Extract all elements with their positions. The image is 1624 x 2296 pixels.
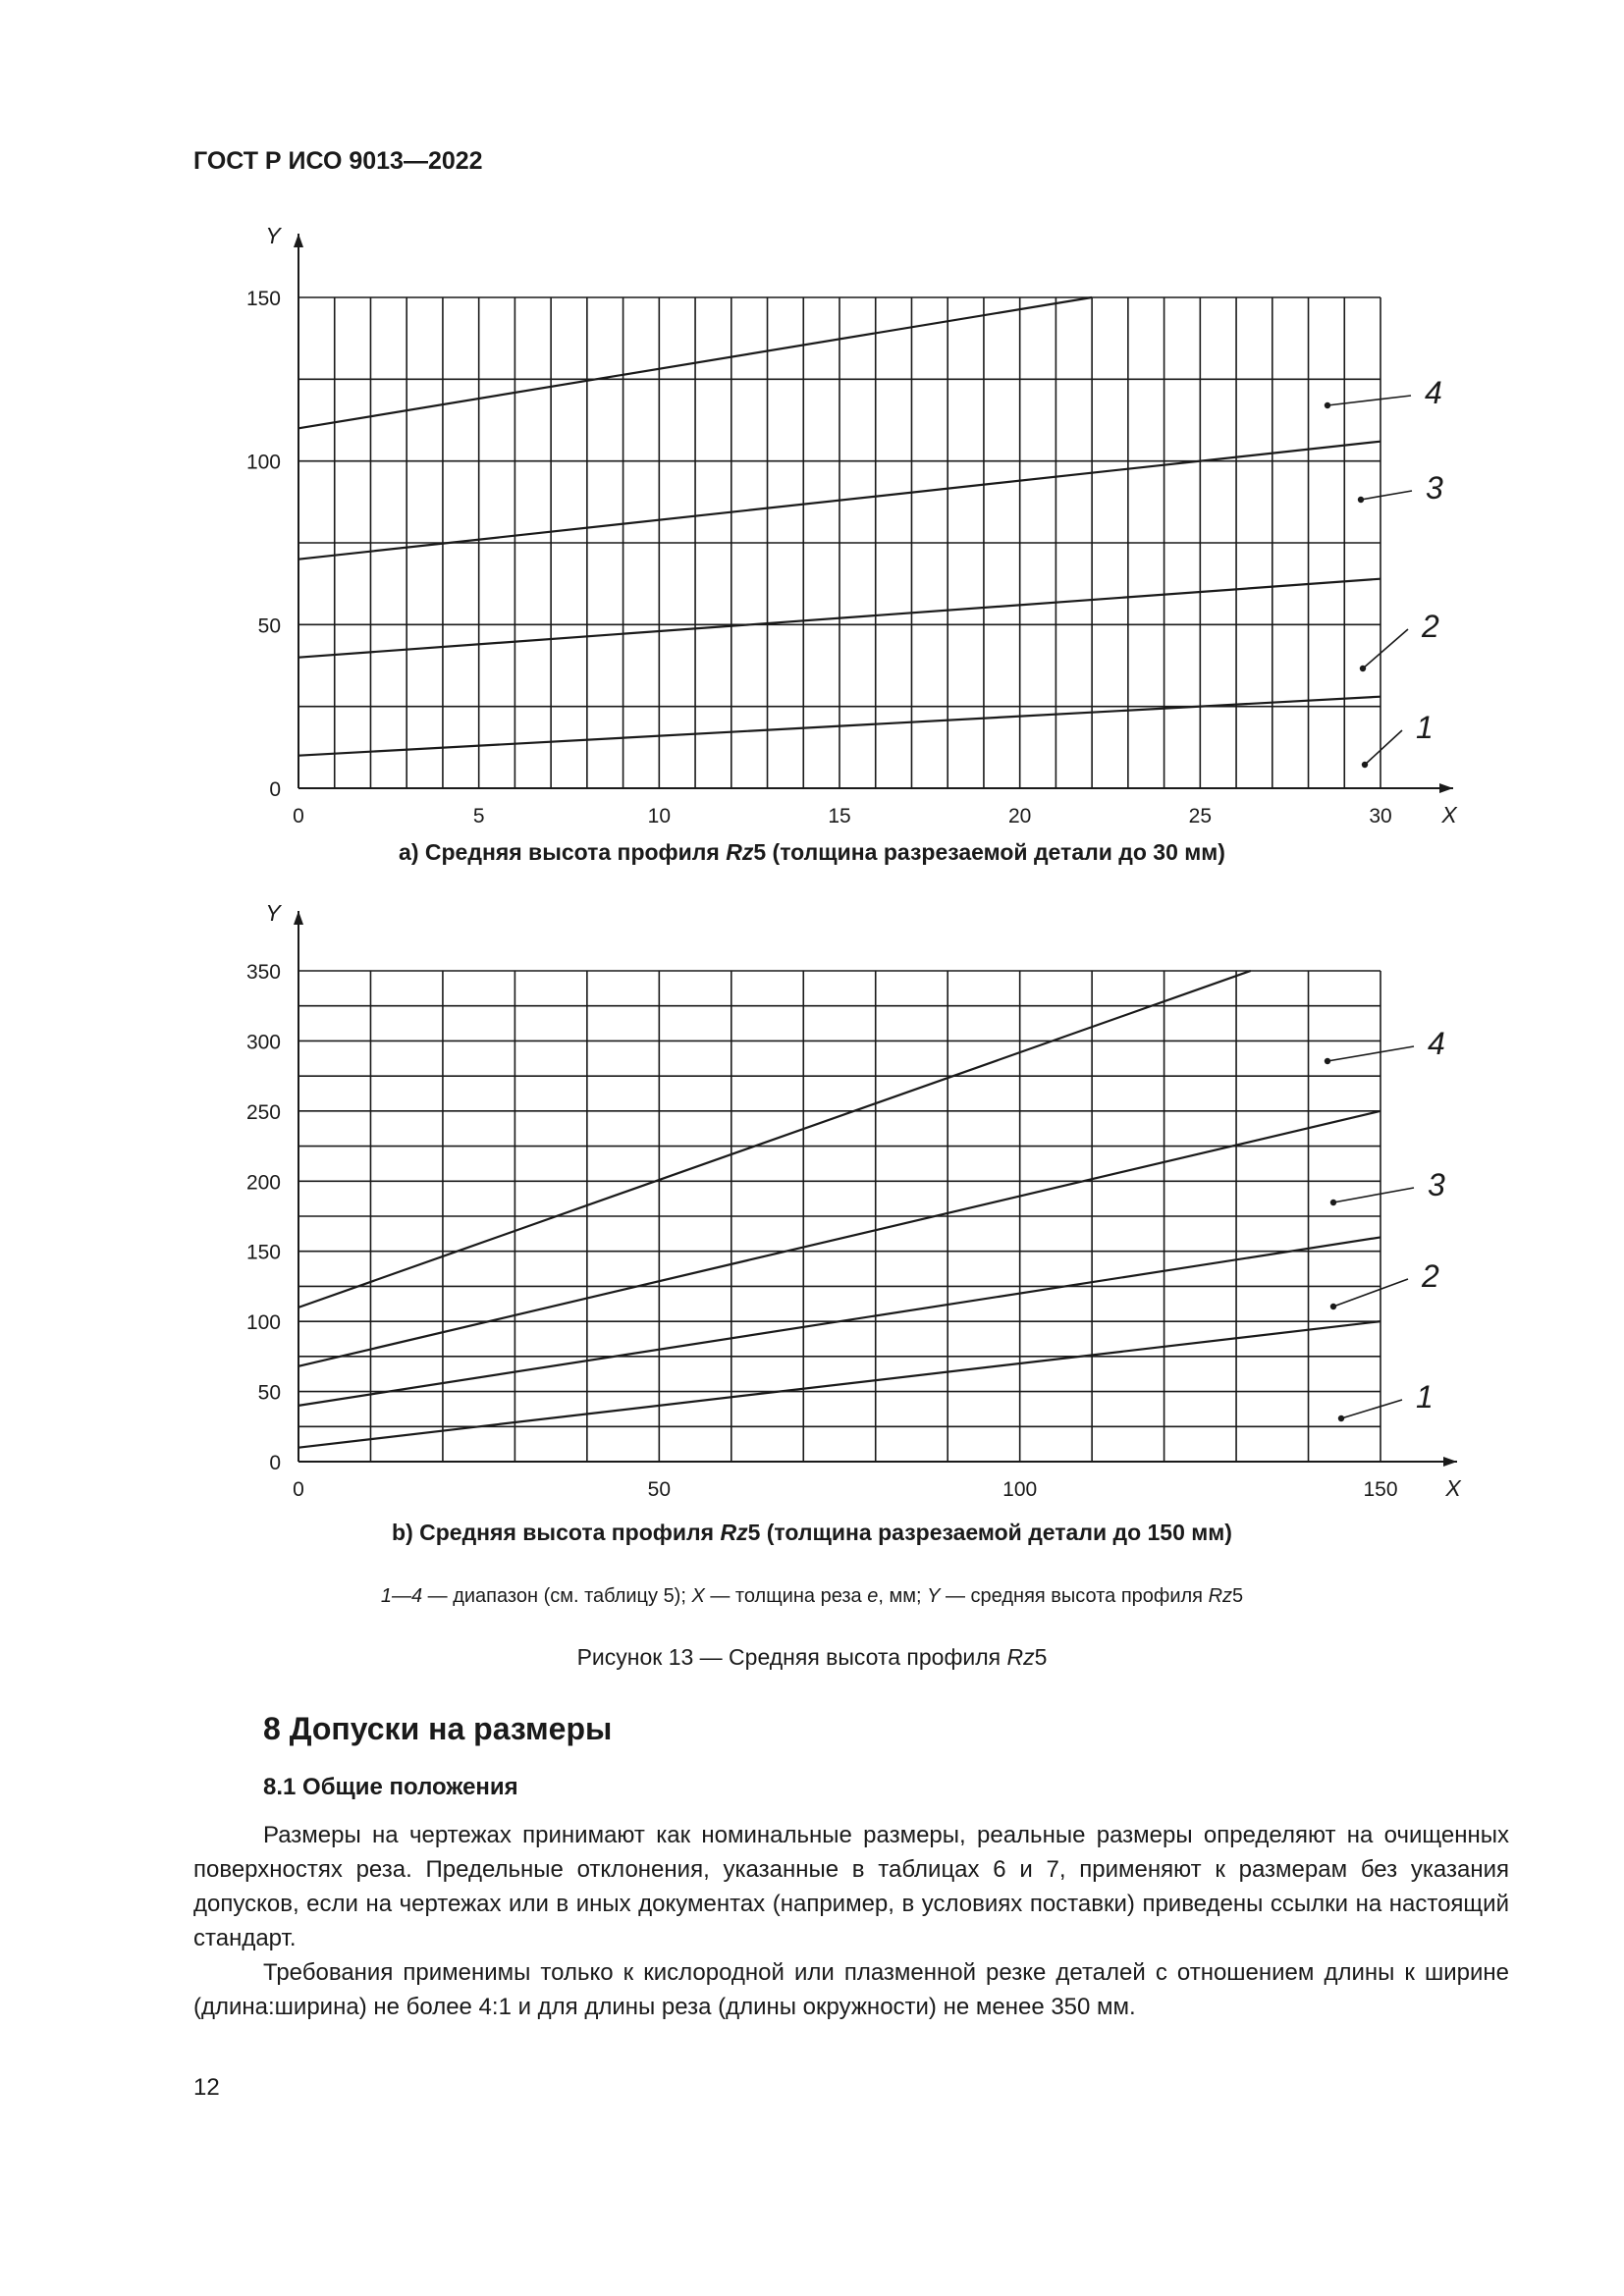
chart-b-y-tick-label: 100 bbox=[245, 1311, 281, 1335]
chart-a-x-tick-label: 15 bbox=[828, 805, 851, 828]
chart-a-series-3-label: 3 bbox=[1426, 470, 1443, 506]
chart-a-x-tick-label: 0 bbox=[293, 805, 304, 828]
chart-b-x-tick-label: 0 bbox=[293, 1478, 304, 1501]
chart-a-series-4-label: 4 bbox=[1425, 375, 1442, 410]
chart-b-y-axis-label: Y bbox=[265, 900, 281, 926]
figure-title: Рисунок 13 — Средняя высота профиля Rz5 bbox=[576, 1644, 1048, 1670]
chart-a-series-2-label: 2 bbox=[1422, 609, 1439, 644]
chart-b-x-axis-label: X bbox=[1445, 1475, 1461, 1501]
chart-a-x-tick-label: 20 bbox=[1007, 805, 1032, 828]
chart-b-series-1-leader-line bbox=[1341, 1400, 1402, 1418]
chart-a-x-tick-label: 5 bbox=[472, 805, 485, 828]
chart-b-x-tick-label: 100 bbox=[1002, 1478, 1038, 1501]
chart-a-y-tick-label: 100 bbox=[245, 451, 281, 474]
chart-b-series-3-label: 3 bbox=[1428, 1167, 1445, 1202]
chart-a-y-axis-label: Y bbox=[265, 223, 281, 248]
chart-a-series-1-label: 1 bbox=[1416, 710, 1434, 745]
chart-b-x-tick-label: 150 bbox=[1363, 1478, 1398, 1501]
chart-b-y-tick-label: 250 bbox=[245, 1100, 281, 1124]
chart-a-x-tick-label: 30 bbox=[1369, 805, 1392, 828]
subsection-title: 8.1 Общие положения bbox=[263, 1774, 518, 1800]
chart-b-series-1-label: 1 bbox=[1416, 1379, 1434, 1415]
chart-a-x-tick-label: 10 bbox=[647, 805, 672, 828]
chart-b-series-3-leader-line bbox=[1333, 1188, 1414, 1202]
chart-b-y-tick-label: 300 bbox=[245, 1031, 281, 1054]
chart-b-series-1-line bbox=[298, 1321, 1380, 1448]
chart-b-x-tick-label: 50 bbox=[647, 1478, 672, 1501]
chart-a-y-tick-label: 50 bbox=[257, 614, 281, 638]
chart-b-y-tick-label: 0 bbox=[269, 1452, 281, 1474]
chart-b-series-4-label: 4 bbox=[1428, 1026, 1445, 1061]
chart-b-y-tick-label: 350 bbox=[245, 961, 281, 984]
paragraph-2: Требования применимы только к кислородной или плазменной резке деталей с отношением длины к ширине (длина:ширина) не более 4:1 и для длины реза (длины окружности) не менее 350 мм. bbox=[193, 1959, 1509, 2020]
chart-a-caption: a) Средняя высота профиля Rz5 (толщина разрезаемой детали до 30 мм) bbox=[399, 839, 1225, 865]
chart-b-series-4-leader-line bbox=[1327, 1046, 1414, 1061]
chart-b-series-4-line bbox=[298, 971, 1251, 1308]
chart-a-x-tick-label: 25 bbox=[1188, 805, 1213, 828]
chart-a-y-tick-label: 150 bbox=[245, 288, 281, 310]
chart-b-y-tick-label: 200 bbox=[245, 1171, 281, 1195]
chart-b-series-2-leader-line bbox=[1333, 1279, 1408, 1307]
page-number: 12 bbox=[193, 2074, 220, 2101]
figure-legend: 1—4 — диапазон (см. таблицу 5); X — толщина реза e, мм; Y — средняя высота профиля Rz5 bbox=[380, 1585, 1244, 1607]
chart-b-y-tick-label: 50 bbox=[257, 1381, 281, 1405]
chart-b-series-2-label: 2 bbox=[1422, 1258, 1439, 1294]
chart-b-caption: b) Средняя высота профиля Rz5 (толщина разрезаемой детали до 150 мм) bbox=[392, 1520, 1232, 1545]
chart-a-x-axis-label: X bbox=[1441, 802, 1457, 828]
chart-b-y-axis-arrow-icon bbox=[294, 911, 303, 925]
chart-b-y-tick-label: 150 bbox=[245, 1241, 281, 1264]
section-title: 8 Допуски на размеры bbox=[263, 1711, 613, 1746]
chart-b-series-3-line bbox=[298, 1111, 1380, 1366]
document-code: ГОСТ Р ИСО 9013—2022 bbox=[193, 147, 483, 175]
chart-b-x-axis-arrow-icon bbox=[1443, 1457, 1457, 1467]
chart-a-y-tick-label: 0 bbox=[269, 778, 281, 801]
paragraph-1: Размеры на чертежах принимают как номинальные размеры, реальные размеры определяют на очищенных поверхностях реза. Предельные отклонения, указанные в таблицах 6 и 7, применяют к размерам без указания допусков, если на чертежах или в иных документах (например, в условиях поставки) приведены ссылки на настоящий стандарт. bbox=[193, 1822, 1509, 1951]
